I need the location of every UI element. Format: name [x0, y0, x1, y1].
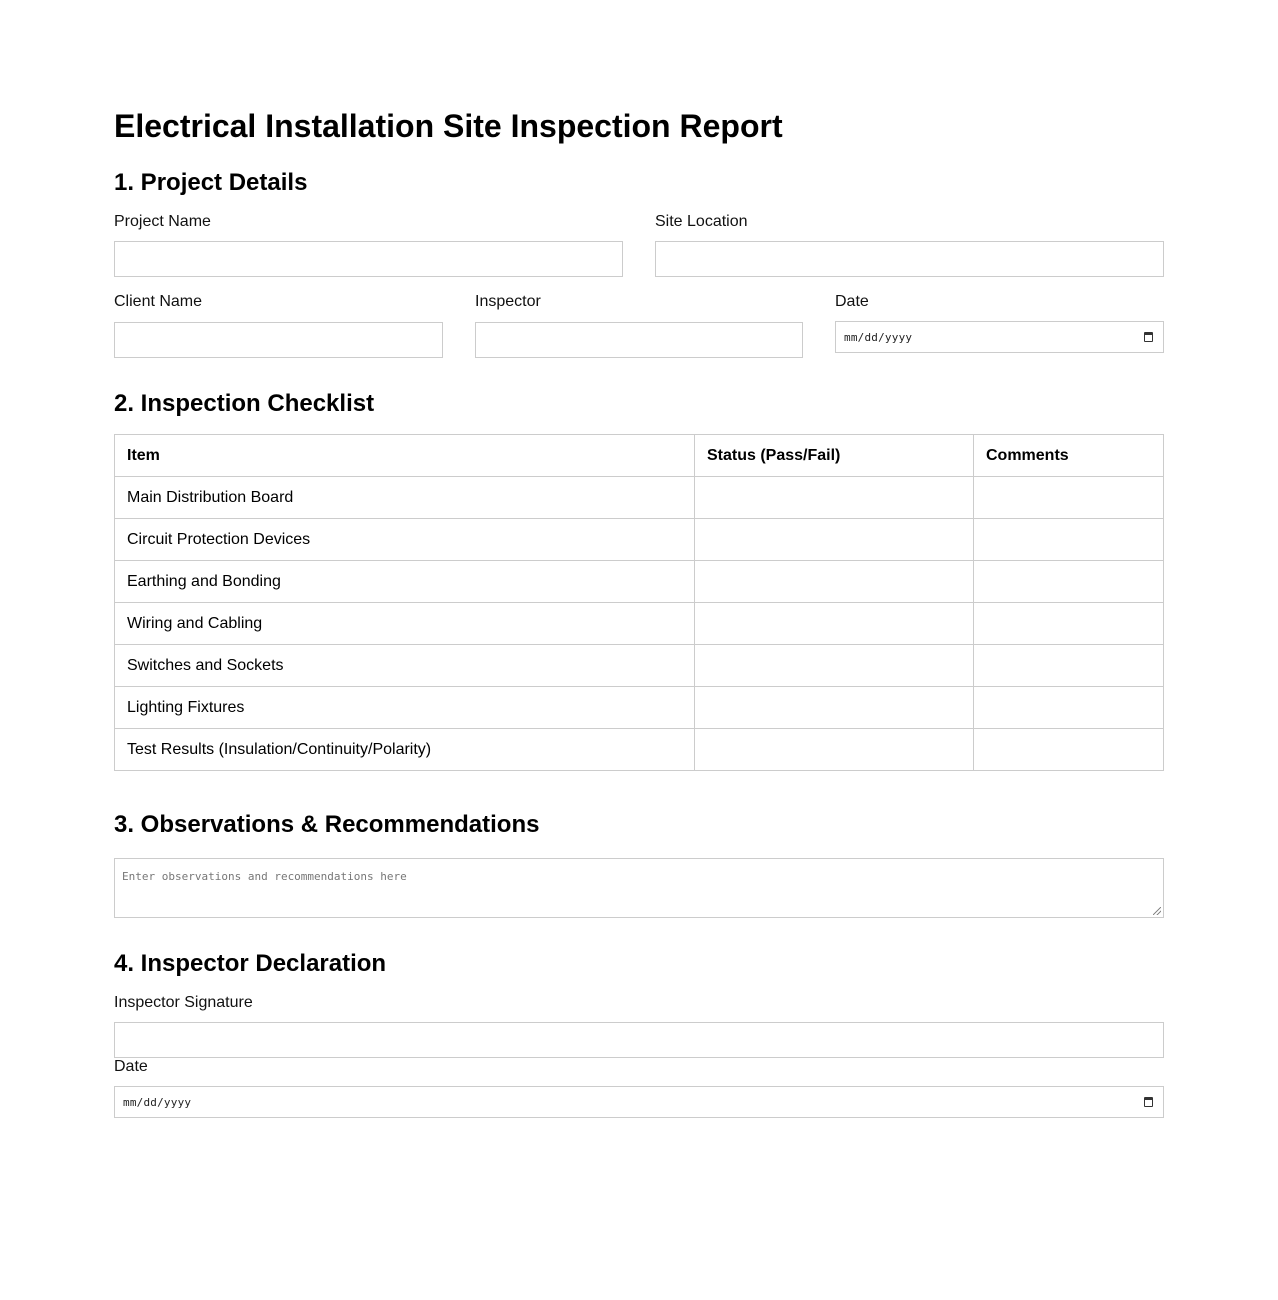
table-row — [115, 603, 1164, 645]
table-row — [115, 519, 1164, 561]
section-heading-observations: 3. Observations & Recommendations — [114, 811, 540, 838]
table-row — [115, 645, 1164, 687]
comments-cell[interactable] — [974, 477, 1164, 519]
date-placeholder: mm/dd/yyyy — [844, 330, 913, 344]
item-cell: Test Results (Insulation/Continuity/Polarity) — [115, 729, 695, 771]
column-header-item: Item — [115, 435, 695, 477]
comments-cell[interactable] — [974, 687, 1164, 729]
comments-cell[interactable] — [974, 519, 1164, 561]
section-heading-checklist: 2. Inspection Checklist — [114, 390, 375, 417]
inspector-label: Inspector — [475, 293, 541, 310]
column-header-comments: Comments — [974, 435, 1164, 477]
section-heading-declaration: 4. Inspector Declaration — [114, 950, 387, 977]
status-cell[interactable] — [695, 687, 974, 729]
status-cell[interactable] — [695, 645, 974, 687]
calendar-icon[interactable] — [1144, 1097, 1153, 1107]
client-name-label: Client Name — [114, 293, 203, 310]
table-row — [115, 687, 1164, 729]
site-location-label: Site Location — [655, 213, 748, 230]
project-name-input[interactable] — [114, 241, 623, 277]
item-cell: Circuit Protection Devices — [115, 519, 695, 561]
comments-cell[interactable] — [974, 729, 1164, 771]
table-row — [115, 561, 1164, 603]
item-cell: Wiring and Cabling — [115, 603, 695, 645]
status-cell[interactable] — [695, 603, 974, 645]
table-header-row — [115, 435, 1164, 477]
project-name-label: Project Name — [114, 213, 211, 230]
status-cell[interactable] — [695, 519, 974, 561]
comments-cell[interactable] — [974, 561, 1164, 603]
project-date-input[interactable] — [835, 321, 1164, 353]
client-name-input[interactable] — [114, 322, 443, 358]
comments-cell[interactable] — [974, 603, 1164, 645]
observations-textarea[interactable] — [114, 858, 1164, 918]
inspector-signature-label: Inspector Signature — [114, 994, 253, 1011]
calendar-icon[interactable] — [1144, 332, 1153, 342]
declaration-date-label: Date — [114, 1058, 148, 1075]
status-cell[interactable] — [695, 729, 974, 771]
item-cell: Main Distribution Board — [115, 477, 695, 519]
site-location-input[interactable] — [655, 241, 1164, 277]
item-cell: Lighting Fixtures — [115, 687, 695, 729]
status-cell[interactable] — [695, 561, 974, 603]
inspector-input[interactable] — [475, 322, 803, 358]
resize-handle-icon[interactable] — [1153, 907, 1161, 915]
declaration-date-input[interactable] — [114, 1086, 1164, 1118]
date-placeholder: mm/dd/yyyy — [123, 1095, 192, 1109]
column-header-status: Status (Pass/Fail) — [695, 435, 974, 477]
observations-placeholder: Enter observations and recommendations here — [122, 870, 407, 883]
item-cell: Switches and Sockets — [115, 645, 695, 687]
comments-cell[interactable] — [974, 645, 1164, 687]
status-cell[interactable] — [695, 477, 974, 519]
table-row — [115, 477, 1164, 519]
inspection-checklist-table — [114, 434, 1164, 771]
date-label: Date — [835, 293, 869, 310]
item-cell: Earthing and Bonding — [115, 561, 695, 603]
inspector-signature-input[interactable] — [114, 1022, 1164, 1058]
table-row — [115, 729, 1164, 771]
page-title: Electrical Installation Site Inspection Report — [114, 108, 783, 144]
section-heading-project-details: 1. Project Details — [114, 169, 308, 196]
